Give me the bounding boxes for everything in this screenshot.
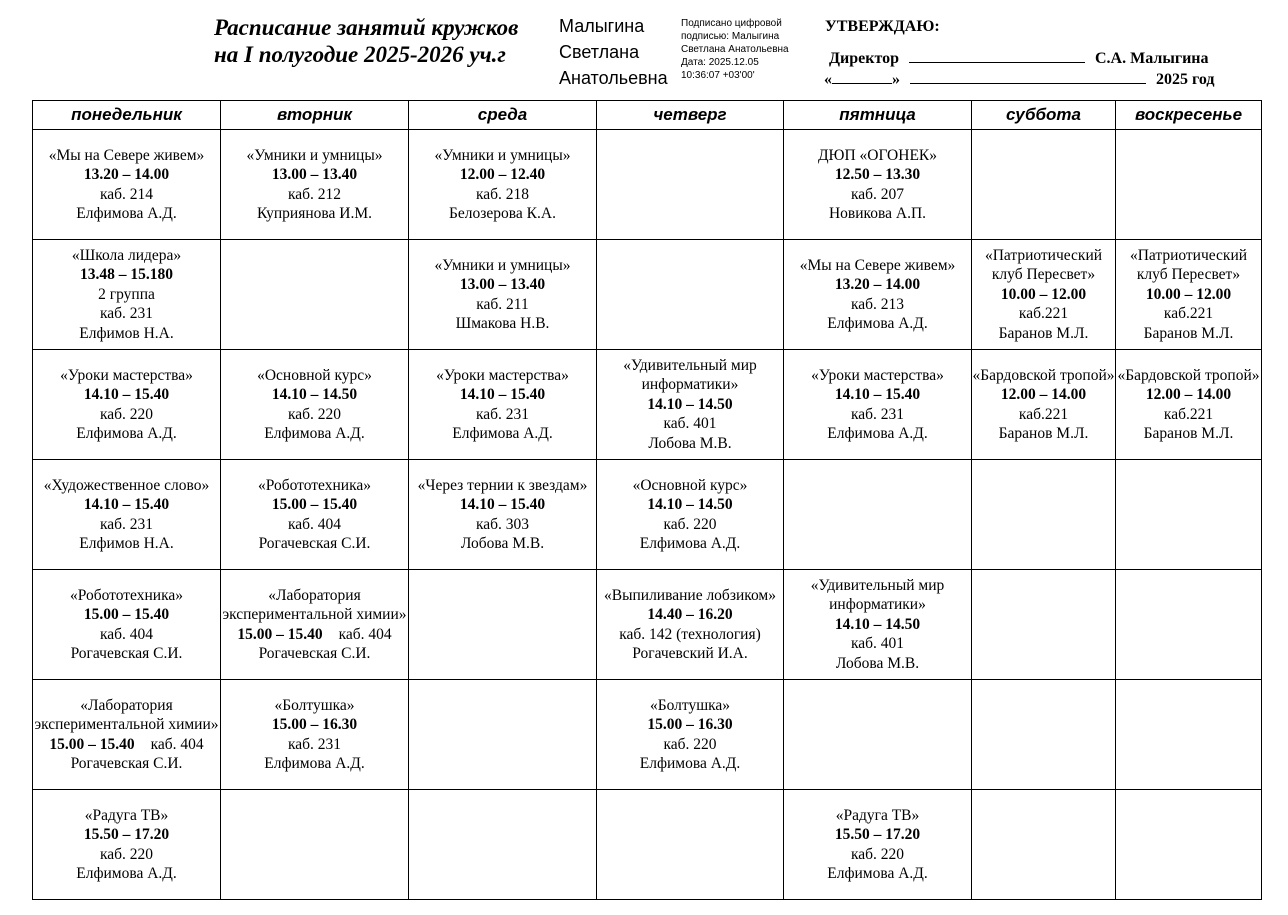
schedule-cell [597,570,784,680]
activity-time: 15.50 – 17.20 [83,826,170,843]
activity-entry [972,246,1115,344]
signer-line: Малыгина [559,16,645,36]
activity-teacher: Баранов М.Л. [1143,425,1234,442]
activity-teacher: Елфимова А.Д. [264,755,365,772]
activity-time: 14.10 – 15.40 [83,386,170,403]
schedule-row [33,460,1262,570]
activity-name: «Уроки мастерства» [60,366,193,384]
activity-teacher: Шмакова Н.В. [455,315,550,332]
title-line: Расписание занятий кружков [214,15,519,40]
activity-teacher: Лобова М.В. [835,654,920,672]
activity-teacher: Елфимова А.Д. [827,865,928,882]
activity-time: 14.10 – 15.40 [834,386,921,403]
activity-teacher: Елфимова А.Д. [452,425,553,442]
activity-room: каб. 404 [99,625,154,643]
schedule-cell [1116,240,1262,350]
activity-name: «Бардовской тропой» [972,366,1115,384]
day-header: четверг [597,101,784,130]
activity-teacher: Куприянова И.М. [256,205,373,222]
activity-room: каб. 404 [150,735,204,753]
month-blank [910,69,1146,84]
signature-info-line: Светлана Анатольевна [681,44,789,55]
digital-signature-info [681,17,789,82]
activity-room: каб. 220 [850,845,905,863]
activity-teacher: Елфимова А.Д. [639,755,741,772]
activity-name: «Лаборатория экспериментальной химии» [222,586,407,623]
activity-name: «Умники и умницы» [434,256,571,274]
activity-name: «Школа лидера» [71,246,182,264]
approval-date-row [824,69,1215,89]
activity-name: «Удивительный мир информатики» [810,576,945,614]
signature-info-line: Дата: 2025.12.05 [681,57,759,68]
day-header: понедельник [33,101,221,130]
activity-room: каб. 231 [99,515,154,533]
empty-cell [597,130,784,240]
activity-room: каб.221 [1018,405,1069,423]
empty-cell [972,680,1116,790]
day-header-row [33,101,1262,130]
activity-entry [33,146,220,224]
activity-room: каб. 404 [287,515,342,533]
activity-teacher: Елфимов Н.А. [79,324,174,342]
schedule-cell [33,240,221,350]
activity-name: «Лаборатория экспериментальной химии» [34,696,219,733]
schedule-cell [33,460,221,570]
schedule-table [32,100,1262,900]
activity-entry [597,586,783,664]
activity-name: «Удивительный мир информатики» [623,356,757,394]
activity-entry [221,696,408,774]
signature-line [909,48,1085,63]
activity-name: «Через тернии к звездам» [417,476,588,494]
day-header: воскресенье [1116,101,1262,130]
activity-room: каб. 211 [476,295,529,313]
page-title [214,14,518,68]
empty-cell [1116,790,1262,900]
day-blank [832,69,892,84]
day-header: вторник [221,101,409,130]
day-header: среда [409,101,597,130]
approval-year: 2025 год [1156,71,1215,88]
activity-entry [784,806,971,884]
activity-room: каб. 231 [475,405,530,423]
activity-teacher: Лобова М.В. [460,535,545,552]
empty-cell [784,680,972,790]
activity-time: 15.50 – 17.20 [834,826,921,843]
activity-name: «Болтушка» [649,696,731,714]
activity-room: каб.221 [1163,405,1214,423]
activity-room: каб. 401 [663,415,717,433]
schedule-cell [1116,350,1262,460]
activity-name: «Художественное слово» [43,476,210,494]
activity-name: «Робототехника» [70,586,183,604]
activity-room: каб.221 [1018,305,1069,323]
activity-teacher: Новикова А.П. [828,205,927,222]
activity-time: 10.00 – 12.00 [1145,285,1232,303]
schedule-cell [784,350,972,460]
empty-cell [972,570,1116,680]
date-close-quote: » [892,71,900,88]
activity-room: каб. 212 [287,185,342,203]
activity-time: 15.00 – 15.40 [237,625,323,643]
activity-entry [1116,246,1261,344]
activity-teacher: Елфимова А.Д. [76,205,177,222]
activity-teacher: Лобова М.В. [648,434,732,452]
schedule-cell [33,680,221,790]
document-header [0,0,1288,100]
empty-cell [1116,570,1262,680]
empty-cell [597,240,784,350]
activity-room: каб. 220 [663,515,717,533]
activity-teacher: Рогачевская С.И. [258,535,371,552]
activity-room: каб. 401 [850,635,905,653]
activity-name: «Радуга ТВ» [84,806,169,824]
activity-teacher: Белозерова К.А. [449,205,556,222]
activity-room: каб. 207 [850,185,905,203]
activity-room: каб. 220 [663,735,717,753]
schedule-cell [784,240,972,350]
activity-time: 14.10 – 15.40 [459,386,546,403]
director-label: Директор [829,50,899,67]
activity-time: 13.00 – 13.40 [459,276,546,293]
activity-name: «Основной курс» [632,476,748,494]
activity-teacher: Рогачевский И.А. [632,645,748,662]
activity-name: «Патриотический клуб Пересвет» [1129,246,1248,284]
empty-cell [409,680,597,790]
activity-teacher: Елфимова А.Д. [76,425,177,442]
activity-teacher: Баранов М.Л. [1143,324,1234,342]
schedule-cell [409,130,597,240]
activity-time: 14.10 – 15.40 [459,496,546,513]
activity-entry [597,476,783,554]
activity-name: «Умники и умницы» [434,146,571,164]
activity-entry [33,366,220,444]
activity-time: 14.10 – 14.50 [647,496,733,513]
signer-line: Светлана [559,42,640,62]
activity-time: 15.00 – 15.40 [49,735,135,753]
schedule-row [33,570,1262,680]
activity-name: «Болтушка» [274,696,355,714]
schedule-cell [221,130,409,240]
activity-time: 15.00 – 15.40 [83,606,170,623]
activity-name: «Умники и умницы» [246,146,383,164]
activity-entry [33,696,220,774]
time-room-line [221,625,408,645]
schedule-cell [597,350,784,460]
activity-room: каб. 213 [850,295,905,313]
schedule-cell [784,790,972,900]
schedule-row [33,680,1262,790]
activity-time: 15.00 – 16.30 [271,716,358,733]
activity-time: 14.10 – 14.50 [647,395,733,413]
date-open-quote: « [824,71,832,88]
director-name: С.А. Малыгина [1095,50,1209,67]
activity-time: 12.00 – 14.00 [1000,386,1087,403]
activity-teacher: Рогачевская С.И. [70,755,183,772]
activity-room: каб. 220 [287,405,342,423]
activity-name: «Уроки мастерства» [436,366,569,384]
schedule-cell [409,240,597,350]
activity-time: 12.00 – 12.40 [459,166,546,183]
activity-entry [597,696,783,774]
day-header: суббота [972,101,1116,130]
activity-time: 10.00 – 12.00 [1000,285,1087,303]
schedule-row [33,130,1262,240]
activity-entry [33,476,220,554]
activity-name: «Радуга ТВ» [835,806,920,824]
activity-room: каб. 218 [475,185,530,203]
signature-info-line: Подписано цифровой [681,18,782,29]
activity-name: «Уроки мастерства» [811,366,944,384]
activity-name: «Мы на Севере живем» [48,146,205,164]
empty-cell [784,460,972,570]
schedule-cell [221,570,409,680]
activity-entry [221,366,408,444]
activity-teacher: Елфимова А.Д. [264,425,365,442]
activity-entry [409,476,596,554]
activity-entry [221,476,408,554]
day-header: пятница [784,101,972,130]
activity-time: 14.40 – 16.20 [647,606,733,623]
schedule-row [33,350,1262,460]
activity-time: 13.20 – 14.00 [83,166,170,183]
empty-cell [221,240,409,350]
approval-label: УТВЕРЖДАЮ: [825,18,940,35]
activity-entry [33,586,220,664]
schedule-cell [597,460,784,570]
activity-entry [409,366,596,444]
schedule-cell [33,790,221,900]
signature-info-line: подписью: Малыгина [681,31,780,42]
schedule-cell [784,130,972,240]
activity-teacher: Рогачевская С.И. [258,645,371,662]
empty-cell [221,790,409,900]
schedule-cell [221,680,409,790]
activity-teacher: Елфимова А.Д. [639,535,741,552]
activity-room: каб. 142 (технология) [619,625,761,643]
schedule-cell [972,350,1116,460]
activity-entry [784,576,971,674]
schedule-cell [221,460,409,570]
activity-time: 15.00 – 16.30 [647,716,733,733]
activity-teacher: Елфимова А.Д. [76,865,177,882]
schedule-row [33,790,1262,900]
activity-name: ДЮП «ОГОНЕК» [817,146,938,164]
activity-room: каб. 220 [99,405,154,423]
activity-entry [972,366,1115,444]
activity-room: каб. 303 [475,515,530,533]
activity-name: «Основной курс» [257,366,372,384]
activity-time: 14.10 – 14.50 [271,386,358,403]
activity-teacher: Елфимова А.Д. [827,315,928,332]
schedule-cell [33,570,221,680]
empty-cell [409,570,597,680]
schedule-cell [221,350,409,460]
activity-room: каб. 404 [338,625,392,643]
activity-time: 13.48 – 15.180 [80,266,173,284]
activity-name: «Мы на Севере живем» [799,256,956,274]
schedule-cell [33,350,221,460]
empty-cell [972,130,1116,240]
activity-time: 14.10 – 15.40 [83,496,170,513]
schedule-cell [597,680,784,790]
activity-entry [597,356,783,454]
empty-cell [1116,460,1262,570]
activity-entry [409,256,596,334]
activity-time: 13.00 – 13.40 [271,166,358,183]
activity-group: 2 группа [98,285,155,303]
schedule-cell [33,130,221,240]
title-line: на I полугодие 2025-2026 уч.г [214,42,506,67]
activity-entry [221,586,408,664]
activity-entry [784,366,971,444]
empty-cell [972,460,1116,570]
schedule-row [33,240,1262,350]
activity-room: каб. 231 [850,405,905,423]
activity-name: «Патриотический клуб Пересвет» [984,246,1103,284]
schedule-cell [409,350,597,460]
empty-cell [1116,130,1262,240]
empty-cell [409,790,597,900]
activity-teacher: Елфимов Н.А. [79,535,174,552]
activity-entry [221,146,408,224]
activity-time: 13.20 – 14.00 [834,276,921,293]
activity-room: каб. 220 [99,845,154,863]
activity-teacher: Рогачевская С.И. [70,645,183,662]
activity-teacher: Баранов М.Л. [998,324,1089,342]
schedule-cell [409,460,597,570]
schedule-cell [972,240,1116,350]
activity-time: 15.00 – 15.40 [271,496,358,513]
activity-entry [409,146,596,224]
signer-line: Анатольевна [559,68,668,88]
activity-time: 12.50 – 13.30 [834,166,921,183]
activity-time: 12.00 – 14.00 [1145,386,1232,403]
activity-entry [784,146,971,224]
activity-name: «Бардовской тропой» [1117,366,1260,384]
empty-cell [597,790,784,900]
activity-teacher: Елфимова А.Д. [827,425,928,442]
activity-room: каб. 214 [99,185,154,203]
activity-room: каб. 231 [287,735,342,753]
schedule-cell [784,570,972,680]
activity-room: каб.221 [1163,305,1214,323]
activity-teacher: Баранов М.Л. [998,425,1089,442]
time-room-line [33,735,220,755]
activity-entry [33,246,220,344]
activity-room: каб. 231 [99,305,154,323]
activity-name: «Робототехника» [258,476,371,494]
activity-entry [1116,366,1261,444]
signature-info-line: 10:36:07 +03'00' [681,70,755,81]
activity-entry [33,806,220,884]
digital-signature-name [559,13,668,91]
activity-time: 14.10 – 14.50 [834,615,921,633]
director-row [829,48,1209,68]
activity-name: «Выпиливание лобзиком» [603,586,776,604]
empty-cell [972,790,1116,900]
empty-cell [1116,680,1262,790]
activity-entry [784,256,971,334]
